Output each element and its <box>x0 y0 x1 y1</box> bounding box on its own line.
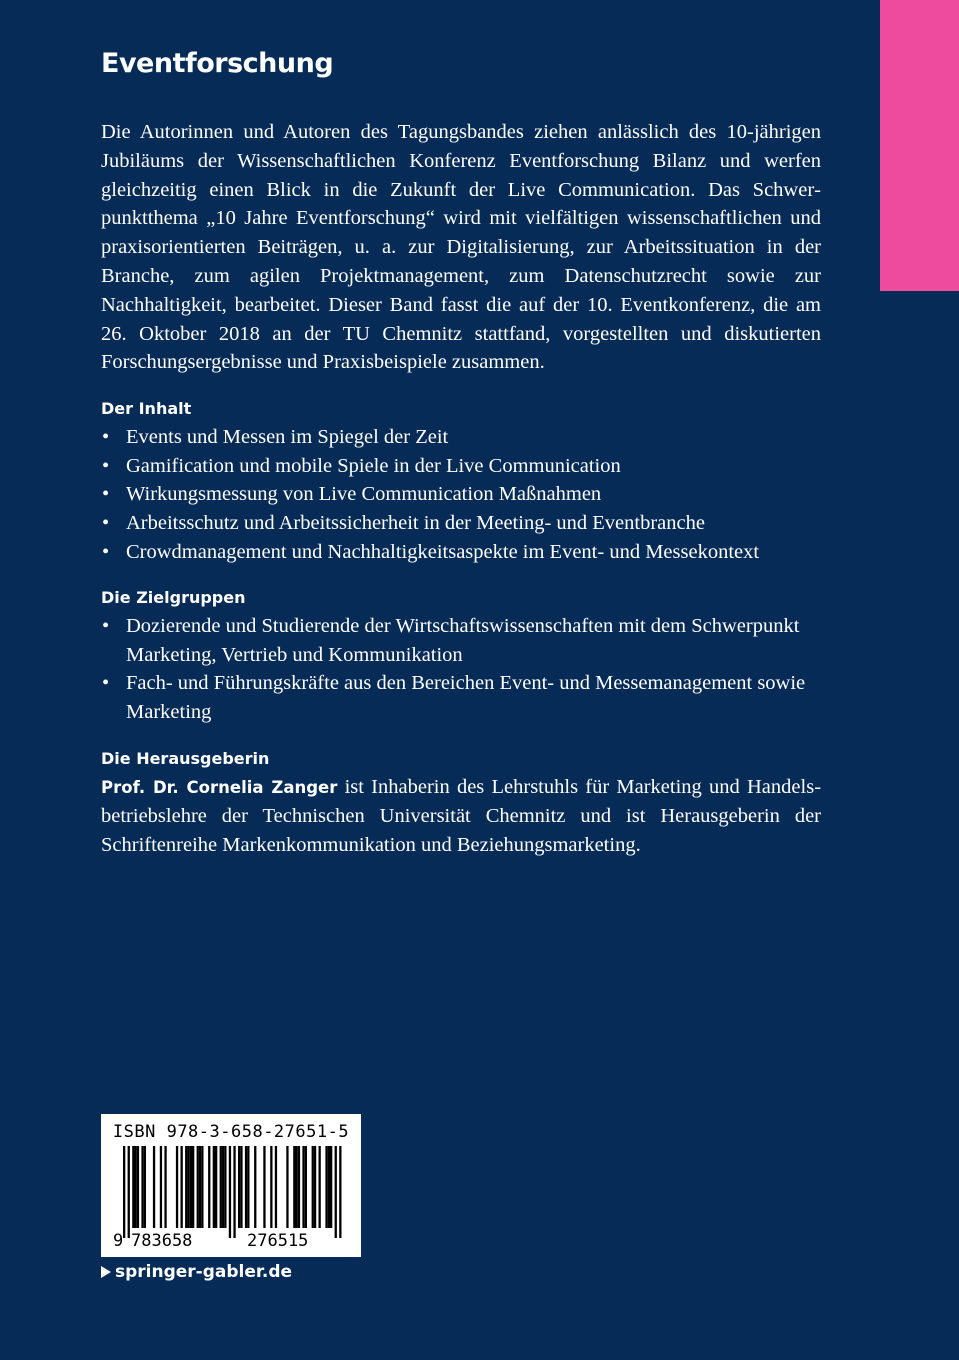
barcode-bar <box>325 1146 327 1228</box>
list-item: • Gamification und mobile Spiele in der Live Communication <box>101 452 821 481</box>
inhalt-list <box>101 423 821 566</box>
barcode-bar <box>293 1146 295 1228</box>
bullet-icon: • <box>102 454 110 477</box>
list-item: • Fach- und Führungskräfte aus den Bereichen Event- und Messemanagement sowie Marketing <box>101 669 821 726</box>
barcode-guard-bar <box>335 1146 337 1238</box>
bullet-icon: • <box>102 672 110 695</box>
zielgruppen-list <box>101 612 821 726</box>
barcode-bar <box>132 1146 134 1228</box>
list-item: • Events und Messen im Spiegel der Zeit <box>101 423 821 452</box>
isbn-label: ISBN 978-3-658-27651-5 <box>112 1122 350 1142</box>
editor-bio <box>101 773 821 860</box>
back-cover-content <box>101 44 821 860</box>
barcode-bar <box>190 1146 192 1228</box>
barcode-bar <box>305 1146 307 1228</box>
barcode-bar <box>153 1146 155 1228</box>
barcode-bar <box>220 1146 222 1228</box>
bullet-icon: • <box>102 540 110 563</box>
barcode-graphic <box>101 1114 361 1257</box>
barcode-bar <box>164 1146 166 1228</box>
list-item: • Wirkungsmessung von Live Communication Maßnahmen <box>101 480 821 509</box>
barcode-bar <box>254 1146 256 1228</box>
barcode-bar <box>192 1146 194 1228</box>
barcode-bar <box>302 1146 304 1228</box>
barcode-guard-bar <box>229 1146 231 1238</box>
barcode-bar <box>263 1146 265 1228</box>
isbn-barcode <box>101 1114 361 1257</box>
intro-paragraph: Die Autorinnen und Autoren des Tagungsbandes ziehen anlässlich des 10-jährigen Jubiläums der Wissenschaftlichen Konferenz Eventforschung Bilanz und werfen gleichzeitig einen Blick in die Zukunft der Live Communication. Das Schwerpunktthema „10 Jahre Eventforschung“ wird mit vielfältigen wissenschaftlichen und praxisorientierten Beiträgen, u. a. zur Digitalisierung, zur Arbeitssituation in der Branche, zum agilen Projektmanagement, zum Datenschutzrecht sowie zur Nachhaltigkeit, bearbeitet. Dieser Band fasst die auf der 10. Eventkonferenz, die am 26. Oktober 2018 an der TU Chemnitz stattfand, vorgestellten und diskutierten Forschungsergebnisse und Praxisbeispiele zusammen. <box>101 121 821 374</box>
publisher-url: springer-gabler.de <box>115 1262 293 1282</box>
barcode-bars <box>123 1146 342 1238</box>
ean-first-digit: 9 <box>113 1231 124 1251</box>
barcode-bar <box>185 1146 187 1228</box>
bullet-icon: • <box>102 615 110 638</box>
barcode-bar <box>247 1146 249 1228</box>
list-item: • Arbeitsschutz und Arbeitssicherheit in der Meeting- und Eventbranche <box>101 509 821 538</box>
barcode-bar <box>245 1146 247 1228</box>
barcode-bar <box>215 1146 217 1228</box>
barcode-bar <box>187 1146 189 1228</box>
barcode-guard-bar <box>123 1146 125 1238</box>
barcode-bar <box>328 1146 330 1228</box>
barcode-bar <box>286 1146 288 1228</box>
section-heading-inhalt: Der Inhalt <box>101 399 192 419</box>
barcode-bar <box>330 1146 332 1228</box>
book-title: Eventforschung <box>101 48 334 79</box>
list-item: • Dozierende und Studierende der Wirtschaftswissenschaften mit dem Schwerpunkt Marketing, Vertrieb und Kommunikation <box>101 612 821 669</box>
barcode-guard-bar <box>233 1146 235 1238</box>
barcode-bar <box>213 1146 215 1228</box>
barcode-bar <box>201 1146 203 1228</box>
barcode-bar <box>298 1146 300 1228</box>
barcode-bar <box>238 1146 240 1228</box>
barcode-bar <box>144 1146 146 1228</box>
bullet-icon: • <box>102 483 110 506</box>
barcode-bar <box>199 1146 201 1228</box>
ean-right-digits: 276515 <box>247 1231 309 1251</box>
barcode-bar <box>222 1146 224 1228</box>
list-item: • Crowdmanagement und Nachhaltigkeitsaspekte im Event- und Messekontext <box>101 538 821 567</box>
ean-left-digits: 783658 <box>131 1231 193 1251</box>
barcode-bar <box>296 1146 298 1228</box>
barcode-bar <box>135 1146 137 1228</box>
editor-bio-text: ist Inhaberin des Lehrstuhls für Marketing und Handelsbetriebslehre der Technischen Universität Chemnitz und ist Herausgeberin der Schriftenreihe Markenkommunikation und Beziehungsmarketing. <box>101 775 822 857</box>
barcode-guard-bar <box>128 1146 130 1238</box>
barcode-guard-bar <box>339 1146 341 1238</box>
barcode-bar <box>312 1146 314 1228</box>
barcode-bar <box>275 1146 277 1228</box>
barcode-bar <box>314 1146 316 1228</box>
barcode-bar <box>137 1146 139 1228</box>
barcode-bar <box>181 1146 183 1228</box>
barcode-bar <box>141 1146 143 1228</box>
bullet-icon: • <box>102 511 110 534</box>
barcode-bar <box>319 1146 321 1228</box>
editor-name: Prof. Dr. Cornelia Zanger <box>101 777 338 797</box>
barcode-bar <box>224 1146 226 1228</box>
barcode-bar <box>208 1146 210 1228</box>
section-heading-zielgruppen: Die Zielgruppen <box>101 588 246 608</box>
barcode-bar <box>197 1146 199 1228</box>
arrow-right-icon <box>101 1266 111 1278</box>
publisher-link[interactable] <box>101 1262 292 1282</box>
accent-bar <box>880 0 959 291</box>
barcode-bar <box>176 1146 178 1228</box>
barcode-bar <box>270 1146 272 1228</box>
bullet-icon: • <box>102 426 110 449</box>
barcode-bar <box>240 1146 242 1228</box>
section-heading-herausgeberin: Die Herausgeberin <box>101 748 270 768</box>
barcode-bar <box>160 1146 162 1228</box>
